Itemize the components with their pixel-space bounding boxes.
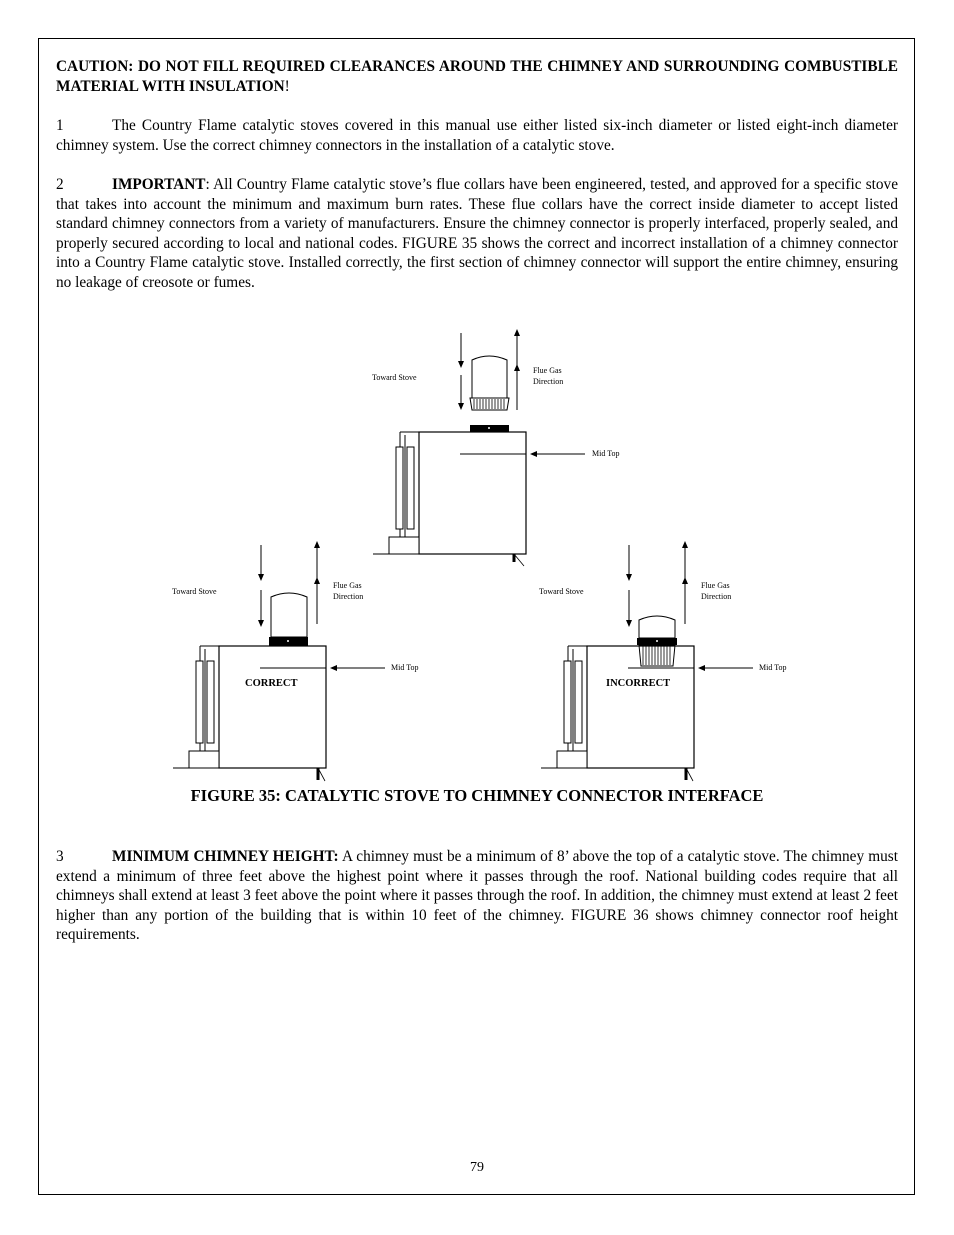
paragraph-1: 1 The Country Flame catalytic stoves covered in this manual use either listed six-inch diameter or listed eight-inch diameter chimney system. Use the correct chimney connectors in the installation of a catalytic stove.: [56, 117, 898, 154]
page-number: 79: [470, 1160, 484, 1175]
correct-label: CORRECT: [245, 678, 298, 689]
flue-gas-label: Flue Gas: [701, 581, 730, 590]
flue-gas-label: Flue Gas: [533, 366, 562, 375]
paragraph-number: 3: [56, 848, 64, 865]
flue-gas-direction-label: Direction: [533, 377, 564, 386]
top-stove-diagram: [372, 332, 620, 566]
correct-stove-diagram: [172, 544, 419, 781]
toward-stove-label: Toward Stove: [172, 587, 217, 596]
incorrect-label: INCORRECT: [606, 678, 671, 689]
flue-gas-label: Flue Gas: [333, 581, 362, 590]
mid-top-label: Mid Top: [759, 663, 787, 672]
paragraph-3: 3 MINIMUM CHIMNEY HEIGHT: A chimney must be a minimum of 8’ above the top of a catalytic stove. The chimney must extend a minimum of three feet above the highest point where it passes through the roof. National building codes require that all chimneys shall extend at least 3 feet above the point where it passes through the roof. In addition, the chimney must extend at least 2 feet higher than any portion of the building that is within 10 feet of the chimney. FIGURE 36 shows chimney connector roof height requirements.: [56, 848, 898, 944]
toward-stove-label: Toward Stove: [372, 373, 417, 382]
flue-gas-direction-label: Direction: [701, 592, 732, 601]
mid-top-label: Mid Top: [391, 663, 419, 672]
toward-stove-label: Toward Stove: [539, 587, 584, 596]
paragraph-number: 1: [56, 117, 64, 134]
figure-caption: FIGURE 35: CATALYTIC STOVE TO CHIMNEY CONNECTOR INTERFACE: [190, 786, 764, 805]
paragraph-number: 2: [56, 176, 64, 193]
caution-heading: CAUTION: DO NOT FILL REQUIRED CLEARANCES AROUND THE CHIMNEY AND SURROUNDING COMBUSTIBLE MATERIAL WITH INSULATION!: [56, 58, 898, 95]
mid-top-label: Mid Top: [592, 449, 620, 458]
paragraph-2: 2 IMPORTANT: All Country Flame catalytic stove’s flue collars have been engineered, tested, and approved for a specific stove that takes into account the minimum and maximum burn rates. These flue collars have the correct inside diameter to accept listed standard chimney connectors from a variety of manufacturers. Ensure the chimney connector is properly interfaced, properly sealed, and properly secured according to local and national codes. FIGURE 35 shows the correct and incorrect installation of a chimney connector into a Country Flame catalytic stove. Installed correctly, the first section of chimney connector will support the entire chimney, ensuring no leakage of creosote or fumes.: [56, 176, 898, 291]
incorrect-stove-diagram: [539, 544, 787, 781]
flue-gas-direction-label: Direction: [333, 592, 364, 601]
